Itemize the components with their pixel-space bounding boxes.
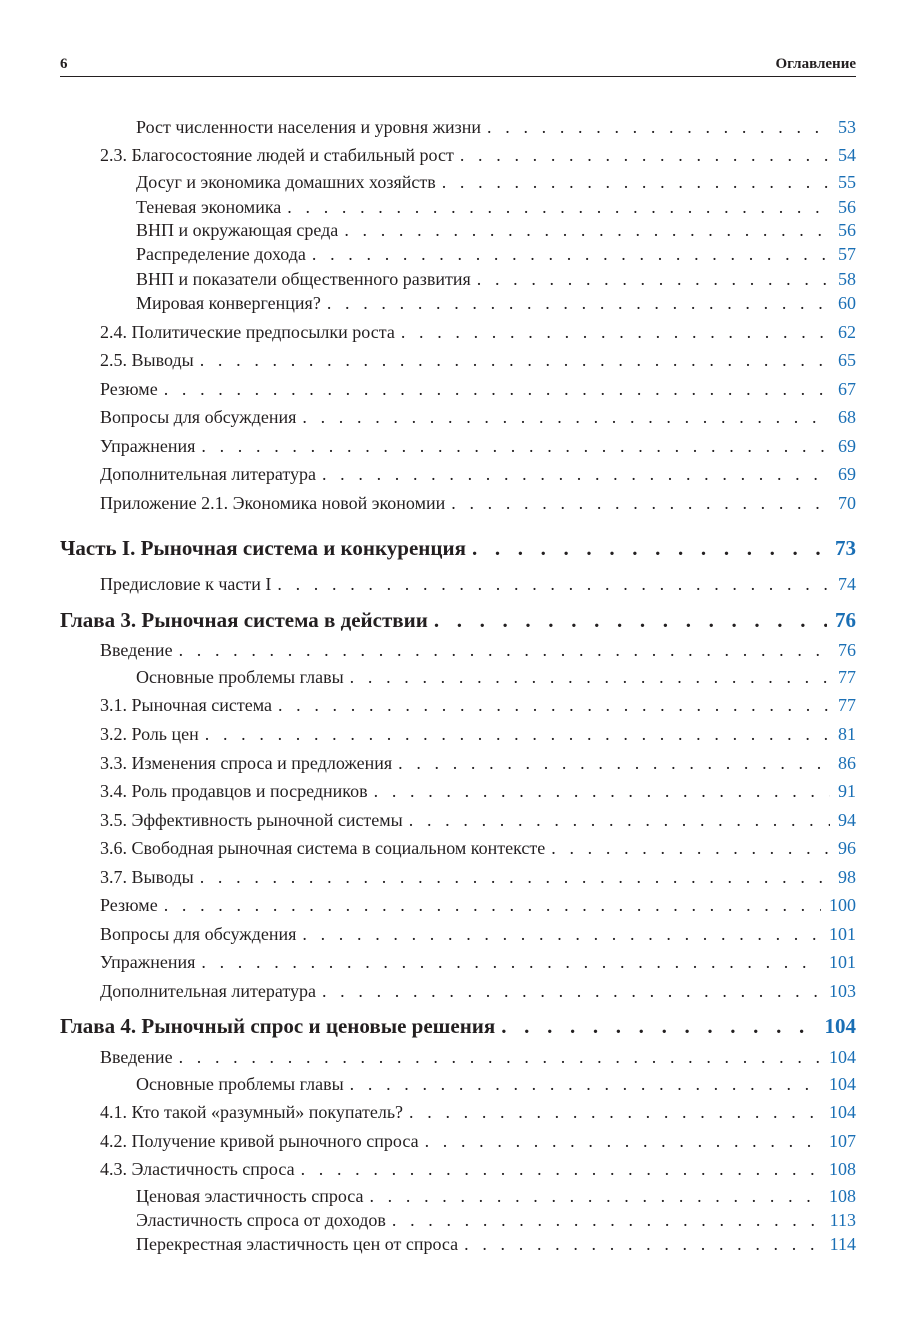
toc-entry-page[interactable]: 103 xyxy=(829,981,856,1001)
dot-leader xyxy=(179,1046,821,1068)
toc-entry[interactable] xyxy=(100,752,856,774)
toc-entry-title: Введение xyxy=(100,1047,173,1067)
toc-entry-page[interactable]: 77 xyxy=(838,695,856,715)
toc-entry-page[interactable]: 104 xyxy=(829,1074,856,1094)
dot-leader xyxy=(451,492,830,514)
toc-entry[interactable] xyxy=(100,492,856,514)
toc-entry[interactable] xyxy=(100,378,856,400)
toc-entry-title: Распределение дохода xyxy=(136,244,306,264)
toc-entry-title: Глава 3. Рыночная система в действии xyxy=(60,608,428,632)
dot-leader xyxy=(551,837,830,859)
toc-part-heading[interactable] xyxy=(60,535,856,561)
dot-leader xyxy=(409,809,830,831)
running-head: Оглавление xyxy=(775,56,856,72)
toc-entry-page[interactable]: 69 xyxy=(838,436,856,456)
toc-entry-page[interactable]: 100 xyxy=(829,895,856,915)
toc-entry-title: Вопросы для обсуждения xyxy=(100,924,297,944)
toc-entry-title: Досуг и экономика домашних хозяйств xyxy=(136,172,436,192)
toc-entry-page[interactable]: 56 xyxy=(838,197,856,217)
toc-entry-title: Вопросы для обсуждения xyxy=(100,407,297,427)
dot-leader xyxy=(460,144,830,166)
toc-entry[interactable] xyxy=(100,144,856,166)
toc-entry[interactable] xyxy=(136,243,856,265)
dot-leader xyxy=(344,219,830,241)
toc-entry-page[interactable]: 104 xyxy=(829,1102,856,1122)
dot-leader xyxy=(425,1130,821,1152)
toc-entry[interactable] xyxy=(100,406,856,428)
dot-leader xyxy=(301,1158,821,1180)
toc-entry-title: 3.1. Рыночная система xyxy=(100,695,272,715)
dot-leader xyxy=(200,866,830,888)
toc-entry-page[interactable]: 81 xyxy=(838,724,856,744)
toc-entry-title: 2.4. Политические предпосылки роста xyxy=(100,322,395,342)
toc-entry-title: Предисловие к части I xyxy=(100,574,272,594)
toc-entry[interactable] xyxy=(100,435,856,457)
toc-entry[interactable] xyxy=(136,1209,856,1231)
dot-leader xyxy=(374,780,830,802)
toc-entry-title: ВНП и показатели общественного развития xyxy=(136,269,471,289)
toc-entry-title: Упражнения xyxy=(100,952,196,972)
toc-entry-title: Перекрестная эластичность цен от спроса xyxy=(136,1234,459,1254)
toc-entry-page[interactable]: 67 xyxy=(838,379,856,399)
toc-entry-title: 3.6. Свободная рыночная система в социальном контексте xyxy=(100,838,546,858)
toc-entry[interactable] xyxy=(136,171,856,193)
toc-entry[interactable] xyxy=(100,1130,856,1152)
toc-chapter-heading[interactable] xyxy=(60,1013,856,1039)
toc-entry-title: Глава 4. Рыночный спрос и ценовые решения xyxy=(60,1014,496,1038)
toc-entry[interactable] xyxy=(100,780,856,802)
toc-entry-page[interactable]: 56 xyxy=(838,220,856,240)
toc-entry-title: 4.1. Кто такой «разумный» покупатель? xyxy=(100,1102,404,1122)
toc-entry[interactable] xyxy=(100,1046,856,1068)
toc-entry-page[interactable]: 107 xyxy=(829,1131,856,1151)
dot-leader xyxy=(487,116,830,138)
dot-leader xyxy=(350,666,830,688)
dot-leader xyxy=(369,1185,821,1207)
toc-entry[interactable] xyxy=(136,666,856,688)
toc-entry-page[interactable]: 91 xyxy=(838,781,856,801)
dot-leader xyxy=(201,435,830,457)
toc-entry-page[interactable]: 54 xyxy=(838,145,856,165)
toc-entry-title: Основные проблемы главы xyxy=(136,1074,344,1094)
toc-entry-page[interactable]: 108 xyxy=(829,1186,856,1206)
toc-entry[interactable] xyxy=(136,116,856,138)
toc-entry[interactable] xyxy=(100,866,856,888)
toc-entry-page[interactable]: 104 xyxy=(824,1014,856,1038)
toc-entry[interactable] xyxy=(100,980,856,1002)
dot-leader xyxy=(464,1233,822,1255)
toc-entry-title: 2.3. Благосостояние людей и стабильный рост xyxy=(100,145,454,165)
toc-entry-page[interactable]: 60 xyxy=(838,293,856,313)
page-header xyxy=(60,54,856,77)
toc-entry-page[interactable]: 96 xyxy=(838,838,856,858)
toc-entry-title: 3.4. Роль продавцов и посредников xyxy=(100,781,368,801)
toc-entry-page[interactable]: 108 xyxy=(829,1159,856,1179)
dot-leader xyxy=(322,980,821,1002)
toc-entry-page[interactable]: 76 xyxy=(838,640,856,660)
dot-leader xyxy=(501,1013,816,1039)
page-number: 6 xyxy=(60,56,68,72)
dot-leader xyxy=(434,607,827,633)
toc-entry-title: 2.5. Выводы xyxy=(100,350,194,370)
toc-entry[interactable] xyxy=(136,1185,856,1207)
dot-leader xyxy=(164,378,830,400)
dot-leader xyxy=(164,894,821,916)
toc-entry-title: Резюме xyxy=(100,895,158,915)
toc-entry[interactable] xyxy=(100,349,856,371)
toc-entry[interactable] xyxy=(136,196,856,218)
toc-entry[interactable] xyxy=(100,951,856,973)
toc-entry-title: Введение xyxy=(100,640,173,660)
toc-entry-title: Основные проблемы главы xyxy=(136,667,344,687)
toc-entry-page[interactable]: 113 xyxy=(829,1210,856,1230)
toc-entry[interactable] xyxy=(136,219,856,241)
dot-leader xyxy=(201,951,821,973)
dot-leader xyxy=(409,1101,821,1123)
dot-leader xyxy=(179,639,830,661)
dot-leader xyxy=(278,694,830,716)
toc-entry-title: Теневая экономика xyxy=(136,197,282,217)
toc-entry-title: Приложение 2.1. Экономика новой экономии xyxy=(100,493,446,513)
toc-entry-title: 3.7. Выводы xyxy=(100,867,194,887)
dot-leader xyxy=(472,535,827,561)
toc-entry[interactable] xyxy=(100,694,856,716)
toc-entry[interactable] xyxy=(100,321,856,343)
toc-entry-title: 3.2. Роль цен xyxy=(100,724,199,744)
toc-entry-title: Упражнения xyxy=(100,436,196,456)
toc-entry[interactable] xyxy=(100,837,856,859)
dot-leader xyxy=(398,752,830,774)
toc-entry-page[interactable]: 69 xyxy=(838,464,856,484)
toc-entry-page[interactable]: 114 xyxy=(829,1234,856,1254)
toc-entry-title: Дополнительная литература xyxy=(100,464,316,484)
toc-entry[interactable] xyxy=(100,573,856,595)
toc-entry-title: Резюме xyxy=(100,379,158,399)
toc-entry[interactable] xyxy=(100,1101,856,1123)
toc-entry-page[interactable]: 76 xyxy=(835,608,856,632)
toc-entry-page[interactable]: 58 xyxy=(838,269,856,289)
toc-entry[interactable] xyxy=(136,1073,856,1095)
toc-entry[interactable] xyxy=(136,292,856,314)
dot-leader xyxy=(302,923,821,945)
dot-leader xyxy=(322,463,830,485)
toc-entry-title: ВНП и окружающая среда xyxy=(136,220,339,240)
dot-leader xyxy=(350,1073,821,1095)
toc-entry[interactable] xyxy=(100,1158,856,1180)
dot-leader xyxy=(392,1209,822,1231)
dot-leader xyxy=(401,321,830,343)
toc-entry-page[interactable]: 77 xyxy=(838,667,856,687)
toc-entry-page[interactable]: 70 xyxy=(838,493,856,513)
toc-entry-page[interactable]: 53 xyxy=(838,117,856,137)
toc-entry-title: Эластичность спроса от доходов xyxy=(136,1210,386,1230)
toc-entry-page[interactable]: 74 xyxy=(838,574,856,594)
dot-leader xyxy=(302,406,830,428)
toc-entry[interactable] xyxy=(136,1233,856,1255)
dot-leader xyxy=(205,723,830,745)
toc-entry-page[interactable]: 68 xyxy=(838,407,856,427)
toc-entry-title: Часть I. Рыночная система и конкуренция xyxy=(60,536,466,560)
toc-entry-title: 4.3. Эластичность спроса xyxy=(100,1159,295,1179)
toc-chapter-heading[interactable] xyxy=(60,607,856,633)
toc-entry[interactable] xyxy=(100,894,856,916)
dot-leader xyxy=(287,196,830,218)
toc-entry-page[interactable]: 62 xyxy=(838,322,856,342)
dot-leader xyxy=(442,171,830,193)
toc-entry-page[interactable]: 73 xyxy=(835,536,856,560)
toc-entry-page[interactable]: 94 xyxy=(838,810,856,830)
toc-entry[interactable] xyxy=(100,463,856,485)
dot-leader xyxy=(277,573,830,595)
toc-entry-page[interactable]: 104 xyxy=(829,1047,856,1067)
toc-entry-page[interactable]: 98 xyxy=(838,867,856,887)
toc-entry-title: Рост численности населения и уровня жизни xyxy=(136,117,482,137)
dot-leader xyxy=(312,243,830,265)
toc-entry-title: Дополнительная литература xyxy=(100,981,316,1001)
toc-entry[interactable] xyxy=(100,809,856,831)
toc-entry[interactable] xyxy=(100,923,856,945)
toc-entry-title: Ценовая эластичность спроса xyxy=(136,1186,364,1206)
toc-entry-page[interactable]: 57 xyxy=(838,244,856,264)
toc-entry-title: 4.2. Получение кривой рыночного спроса xyxy=(100,1131,419,1151)
toc-entry-title: 3.3. Изменения спроса и предложения xyxy=(100,753,393,773)
dot-leader xyxy=(200,349,830,371)
toc-entry-title: 3.5. Эффективность рыночной системы xyxy=(100,810,403,830)
toc-entry-page[interactable]: 65 xyxy=(838,350,856,370)
toc-entry[interactable] xyxy=(100,639,856,661)
toc-entry-page[interactable]: 86 xyxy=(838,753,856,773)
toc-entry-title: Мировая конвергенция? xyxy=(136,293,321,313)
toc-entry-page[interactable]: 101 xyxy=(829,952,856,972)
toc-entry[interactable] xyxy=(100,723,856,745)
dot-leader xyxy=(327,292,830,314)
toc-entry[interactable] xyxy=(136,268,856,290)
dot-leader xyxy=(477,268,830,290)
toc-entry-page[interactable]: 55 xyxy=(838,172,856,192)
toc-entry-page[interactable]: 101 xyxy=(829,924,856,944)
